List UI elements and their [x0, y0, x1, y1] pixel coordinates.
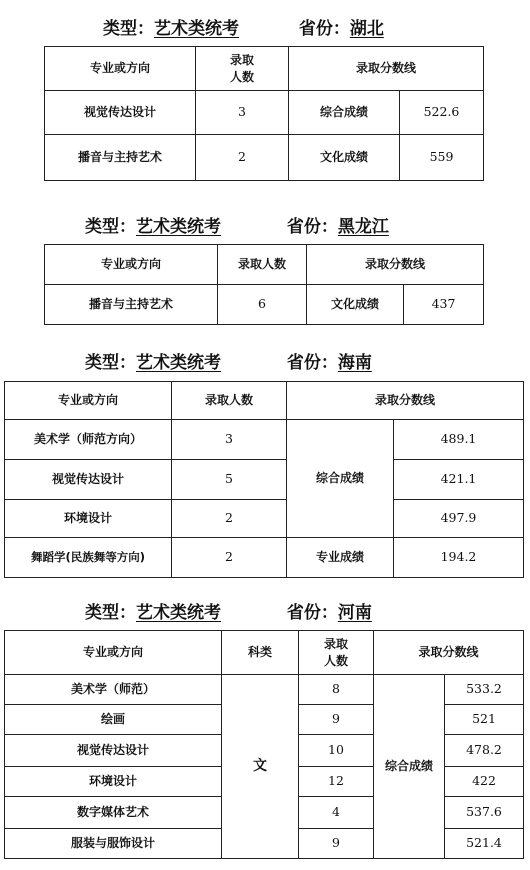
cell-count: 6 — [218, 285, 307, 325]
type-label: 类型： — [103, 19, 154, 39]
cell-major: 播音与主持艺术 — [45, 135, 196, 181]
table-row — [5, 460, 524, 500]
cell-count: 2 — [172, 500, 287, 538]
header-major: 专业或方向 — [45, 47, 196, 91]
cell-major: 环境设计 — [5, 500, 172, 538]
cell-major: 播音与主持艺术 — [45, 285, 218, 325]
cell-major: 绘画 — [5, 705, 222, 735]
score-table-heilongjiang — [44, 244, 484, 325]
score-table-henan — [4, 630, 524, 859]
header-subject: 科类 — [222, 631, 299, 675]
cell-major: 视觉传达设计 — [45, 91, 196, 135]
cell-score: 422 — [445, 767, 524, 797]
type-label: 类型： — [85, 353, 136, 373]
cell-score: 478.2 — [445, 735, 524, 767]
cell-major: 美术学（师范方向） — [5, 420, 172, 460]
cell-score: 521 — [445, 705, 524, 735]
cell-count: 3 — [196, 91, 289, 135]
cell-count: 12 — [299, 767, 374, 797]
table-row — [5, 420, 524, 460]
type-label: 类型： — [85, 603, 136, 623]
header-score-line: 录取分数线 — [374, 631, 524, 675]
section-heading-heilongjiang — [85, 212, 389, 237]
cell-major: 数字媒体艺术 — [5, 797, 222, 829]
cell-score: 497.9 — [394, 500, 524, 538]
cell-count: 4 — [299, 797, 374, 829]
type-label: 类型： — [85, 217, 136, 237]
province-value: 黑龙江 — [337, 217, 389, 237]
type-value: 艺术类统考 — [136, 603, 221, 623]
cell-major: 视觉传达设计 — [5, 460, 172, 500]
table-row — [45, 285, 484, 325]
cell-score-type-merged: 综合成绩 — [287, 420, 394, 538]
header-count: 录取人数 — [172, 382, 287, 420]
section-heading-hubei — [103, 14, 384, 39]
cell-score-type: 专业成绩 — [287, 538, 394, 578]
section-heading-hainan — [85, 348, 372, 373]
cell-score: 489.1 — [394, 420, 524, 460]
cell-subject-merged: 文 — [222, 675, 299, 859]
score-table-hainan — [4, 381, 524, 578]
type-value: 艺术类统考 — [154, 19, 239, 39]
cell-score: 521.4 — [445, 829, 524, 859]
cell-count: 8 — [299, 675, 374, 705]
cell-major: 舞蹈学(民族舞等方向) — [5, 538, 172, 578]
cell-score-type: 文化成绩 — [307, 285, 404, 325]
cell-score-type: 综合成绩 — [289, 91, 400, 135]
type-value: 艺术类统考 — [136, 353, 221, 373]
cell-count: 2 — [196, 135, 289, 181]
cell-major: 服装与服饰设计 — [5, 829, 222, 859]
province-label: 省份： — [298, 19, 350, 39]
cell-score: 522.6 — [400, 91, 484, 135]
cell-count: 2 — [172, 538, 287, 578]
table-row — [5, 675, 524, 705]
cell-score: 421.1 — [394, 460, 524, 500]
header-score-line: 录取分数线 — [289, 47, 484, 91]
province-label: 省份： — [286, 353, 338, 373]
cell-count: 3 — [172, 420, 287, 460]
cell-score-type-merged: 综合成绩 — [374, 675, 445, 859]
cell-score: 537.6 — [445, 797, 524, 829]
table-row — [45, 135, 484, 181]
header-score-line: 录取分数线 — [287, 382, 524, 420]
province-value: 河南 — [337, 603, 372, 623]
province-label: 省份： — [286, 217, 338, 237]
province-label: 省份： — [286, 603, 338, 623]
cell-count: 9 — [299, 829, 374, 859]
header-score-line: 录取分数线 — [307, 245, 484, 285]
cell-score: 194.2 — [394, 538, 524, 578]
cell-score: 559 — [400, 135, 484, 181]
table-row — [45, 91, 484, 135]
cell-major: 环境设计 — [5, 767, 222, 797]
header-major: 专业或方向 — [5, 631, 222, 675]
score-table-hubei — [44, 46, 484, 181]
cell-major: 视觉传达设计 — [5, 735, 222, 767]
table-row — [5, 500, 524, 538]
cell-count: 5 — [172, 460, 287, 500]
cell-count: 10 — [299, 735, 374, 767]
header-major: 专业或方向 — [45, 245, 218, 285]
section-heading-henan — [85, 598, 372, 623]
cell-score-type: 文化成绩 — [289, 135, 400, 181]
cell-count: 9 — [299, 705, 374, 735]
province-value: 湖北 — [349, 19, 384, 39]
cell-score: 533.2 — [445, 675, 524, 705]
header-count: 录取人数 — [218, 245, 307, 285]
header-major: 专业或方向 — [5, 382, 172, 420]
table-row — [5, 538, 524, 578]
header-count: 录取 人数 — [196, 47, 289, 91]
header-count: 录取 人数 — [299, 631, 374, 675]
type-value: 艺术类统考 — [136, 217, 221, 237]
cell-major: 美术学（师范） — [5, 675, 222, 705]
province-value: 海南 — [337, 353, 372, 373]
cell-score: 437 — [404, 285, 484, 325]
